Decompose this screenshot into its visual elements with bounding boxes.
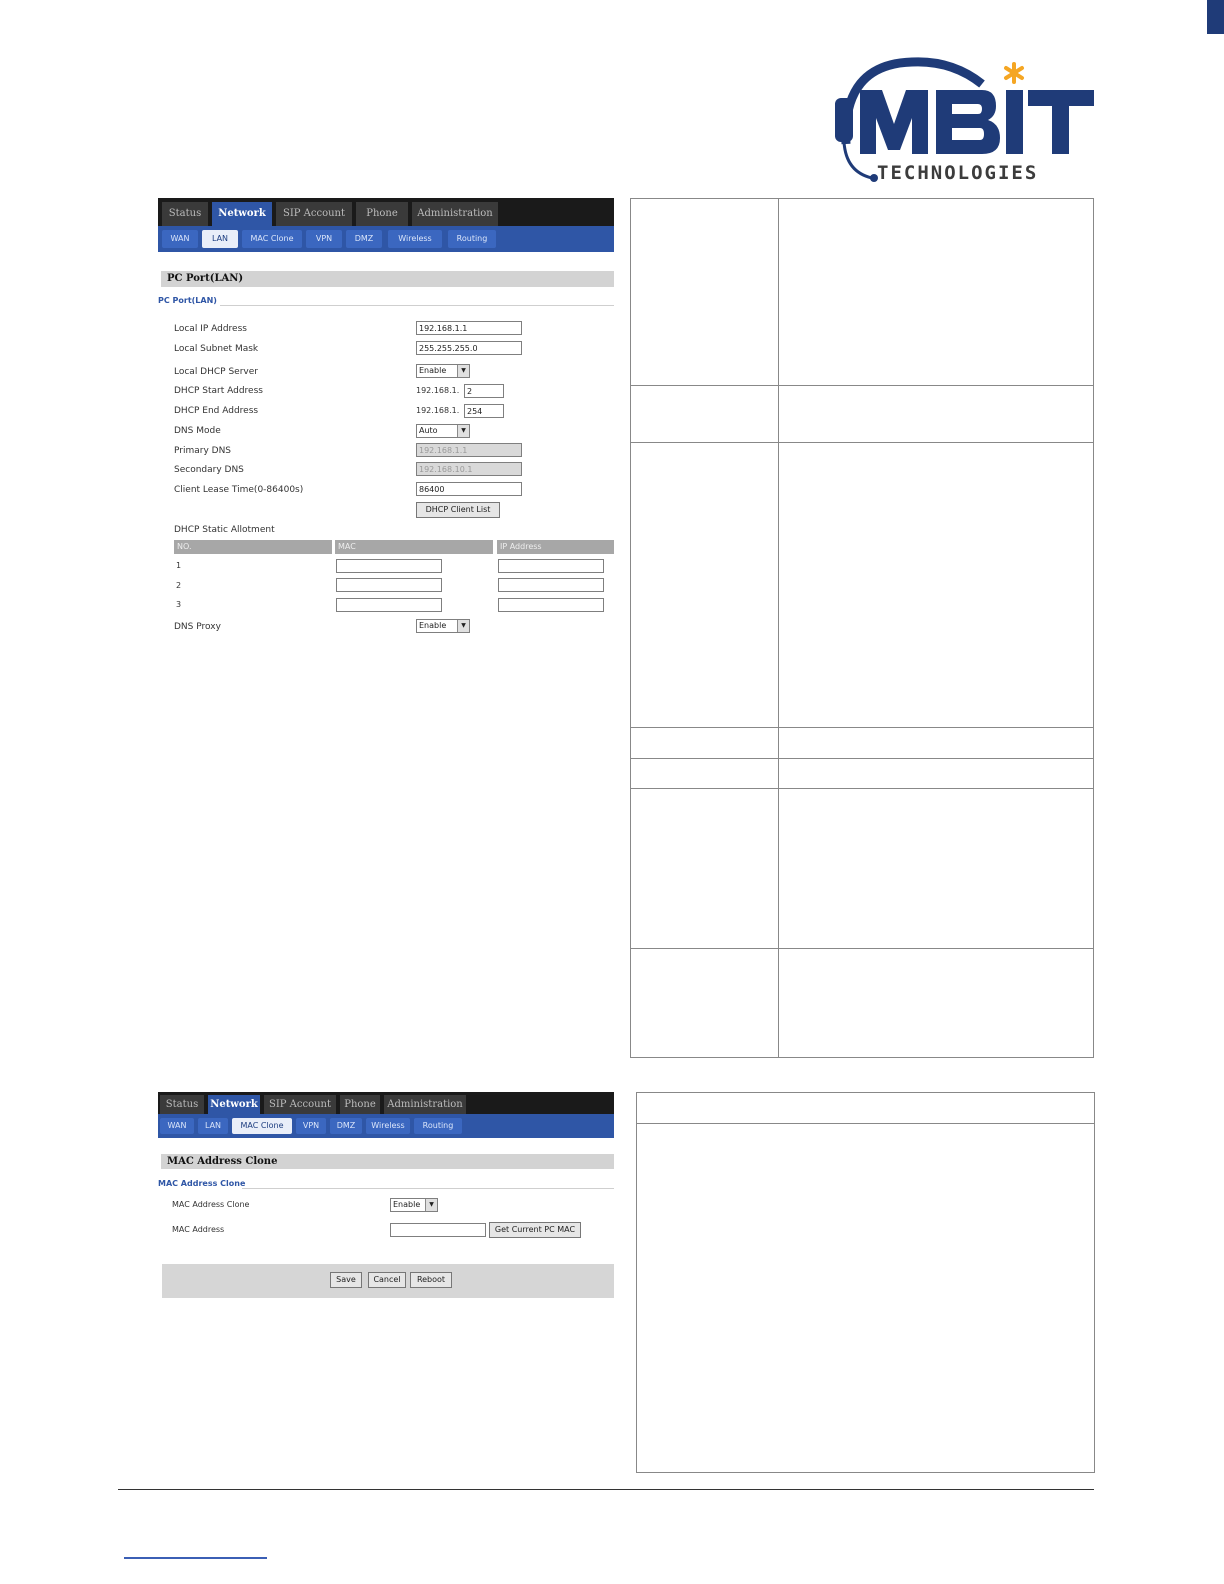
footer-link-underline[interactable] bbox=[124, 1557, 267, 1559]
tab-phone[interactable]: Phone bbox=[340, 1095, 380, 1114]
col-mac: MAC bbox=[335, 540, 493, 554]
subtab-wireless[interactable]: Wireless bbox=[388, 230, 442, 248]
dns-proxy-select[interactable] bbox=[416, 619, 470, 633]
dhcp-start-input[interactable]: 2 bbox=[464, 384, 504, 398]
page-edge-marker bbox=[1207, 0, 1224, 34]
chevron-down-icon: ▼ bbox=[457, 365, 469, 377]
lan-settings-screenshot bbox=[158, 198, 614, 644]
subtab-mac-clone[interactable]: MAC Clone bbox=[242, 230, 302, 248]
fieldset-legend: PC Port(LAN) bbox=[158, 296, 217, 305]
static-allotment-label: DHCP Static Allotment bbox=[174, 525, 275, 535]
dhcp-client-list-button[interactable]: DHCP Client List bbox=[416, 502, 500, 518]
chevron-down-icon: ▼ bbox=[457, 425, 469, 437]
ip-input-1[interactable] bbox=[498, 559, 604, 573]
lease-time-label: Client Lease Time(0-86400s) bbox=[174, 485, 304, 495]
col-ip-address: IP Address bbox=[497, 540, 614, 554]
chevron-down-icon: ▼ bbox=[457, 620, 469, 632]
tab-status[interactable]: Status bbox=[160, 1095, 204, 1114]
dhcp-end-input[interactable]: 254 bbox=[464, 404, 504, 418]
primary-dns-label: Primary DNS bbox=[174, 446, 232, 456]
tab-administration[interactable]: Administration bbox=[384, 1095, 466, 1114]
sub-nav bbox=[158, 226, 614, 252]
row-number: 3 bbox=[176, 600, 182, 609]
tab-sip-account[interactable]: SIP Account bbox=[264, 1095, 336, 1114]
save-button[interactable]: Save bbox=[330, 1272, 362, 1288]
dhcp-start-prefix: 192.168.1. bbox=[416, 386, 460, 395]
top-nav bbox=[158, 1092, 614, 1114]
subtab-vpn[interactable]: VPN bbox=[306, 230, 342, 248]
subtab-wan[interactable]: WAN bbox=[162, 230, 198, 248]
logo-subtitle: TECHNOLOGIES bbox=[877, 162, 1039, 184]
subtab-dmz[interactable]: DMZ bbox=[346, 230, 382, 248]
section-title: PC Port(LAN) bbox=[161, 271, 614, 287]
secondary-dns-input[interactable]: 192.168.10.1 bbox=[416, 462, 522, 476]
fieldset-rule bbox=[220, 305, 614, 306]
dns-mode-value: Auto bbox=[419, 426, 438, 435]
description-table-mac bbox=[636, 1092, 1095, 1473]
dhcp-server-label: Local DHCP Server bbox=[174, 367, 258, 377]
description-table-lan bbox=[630, 198, 1094, 1058]
mac-clone-screenshot bbox=[158, 1092, 614, 1300]
fieldset-rule bbox=[242, 1188, 614, 1189]
col-no: NO. bbox=[174, 540, 332, 554]
primary-dns-input[interactable]: 192.168.1.1 bbox=[416, 443, 522, 457]
cancel-button[interactable]: Cancel bbox=[368, 1272, 406, 1288]
reboot-button[interactable]: Reboot bbox=[410, 1272, 452, 1288]
subtab-vpn[interactable]: VPN bbox=[296, 1118, 326, 1134]
dns-proxy-value: Enable bbox=[419, 621, 447, 630]
mac-address-input[interactable] bbox=[390, 1223, 486, 1237]
tab-sip-account[interactable]: SIP Account bbox=[276, 202, 352, 226]
row-number: 1 bbox=[176, 561, 182, 570]
mac-input-3[interactable] bbox=[336, 598, 442, 612]
lease-time-input[interactable]: 86400 bbox=[416, 482, 522, 496]
ip-input-2[interactable] bbox=[498, 578, 604, 592]
dhcp-server-select[interactable] bbox=[416, 364, 470, 378]
fieldset-legend: MAC Address Clone bbox=[158, 1179, 246, 1188]
subtab-mac-clone[interactable]: MAC Clone bbox=[232, 1118, 292, 1134]
dns-mode-label: DNS Mode bbox=[174, 426, 221, 436]
tab-network[interactable]: Network bbox=[208, 1095, 260, 1114]
dhcp-start-label: DHCP Start Address bbox=[174, 386, 263, 396]
dns-proxy-label: DNS Proxy bbox=[174, 622, 221, 632]
subnet-mask-input[interactable]: 255.255.255.0 bbox=[416, 341, 522, 355]
mac-clone-select[interactable] bbox=[390, 1198, 438, 1212]
action-bar bbox=[162, 1264, 614, 1298]
mac-clone-value: Enable bbox=[393, 1200, 421, 1209]
mac-input-1[interactable] bbox=[336, 559, 442, 573]
mac-input-2[interactable] bbox=[336, 578, 442, 592]
get-current-mac-button[interactable]: Get Current PC MAC bbox=[489, 1222, 581, 1238]
chevron-down-icon: ▼ bbox=[425, 1199, 437, 1211]
dhcp-end-prefix: 192.168.1. bbox=[416, 406, 460, 415]
sub-nav bbox=[158, 1114, 614, 1138]
row-number: 2 bbox=[176, 581, 182, 590]
subtab-lan[interactable]: LAN bbox=[202, 230, 238, 248]
subtab-wan[interactable]: WAN bbox=[160, 1118, 194, 1134]
top-nav bbox=[158, 198, 614, 226]
subtab-dmz[interactable]: DMZ bbox=[330, 1118, 362, 1134]
dhcp-server-value: Enable bbox=[419, 366, 447, 375]
mbit-logo bbox=[832, 54, 1094, 186]
subtab-wireless[interactable]: Wireless bbox=[366, 1118, 410, 1134]
tab-administration[interactable]: Administration bbox=[412, 202, 498, 226]
local-ip-label: Local IP Address bbox=[174, 324, 247, 334]
subtab-lan[interactable]: LAN bbox=[198, 1118, 228, 1134]
secondary-dns-label: Secondary DNS bbox=[174, 465, 244, 475]
mac-address-label: MAC Address bbox=[172, 1225, 225, 1234]
subtab-routing[interactable]: Routing bbox=[414, 1118, 462, 1134]
dns-mode-select[interactable] bbox=[416, 424, 470, 438]
tab-status[interactable]: Status bbox=[162, 202, 208, 226]
local-ip-input[interactable]: 192.168.1.1 bbox=[416, 321, 522, 335]
subtab-routing[interactable]: Routing bbox=[448, 230, 496, 248]
dhcp-end-label: DHCP End Address bbox=[174, 406, 259, 416]
ip-input-3[interactable] bbox=[498, 598, 604, 612]
subnet-mask-label: Local Subnet Mask bbox=[174, 344, 259, 354]
section-title: MAC Address Clone bbox=[161, 1154, 614, 1169]
tab-phone[interactable]: Phone bbox=[356, 202, 408, 226]
footer-rule bbox=[118, 1489, 1094, 1490]
tab-network[interactable]: Network bbox=[212, 202, 272, 226]
mac-clone-label: MAC Address Clone bbox=[172, 1200, 250, 1209]
